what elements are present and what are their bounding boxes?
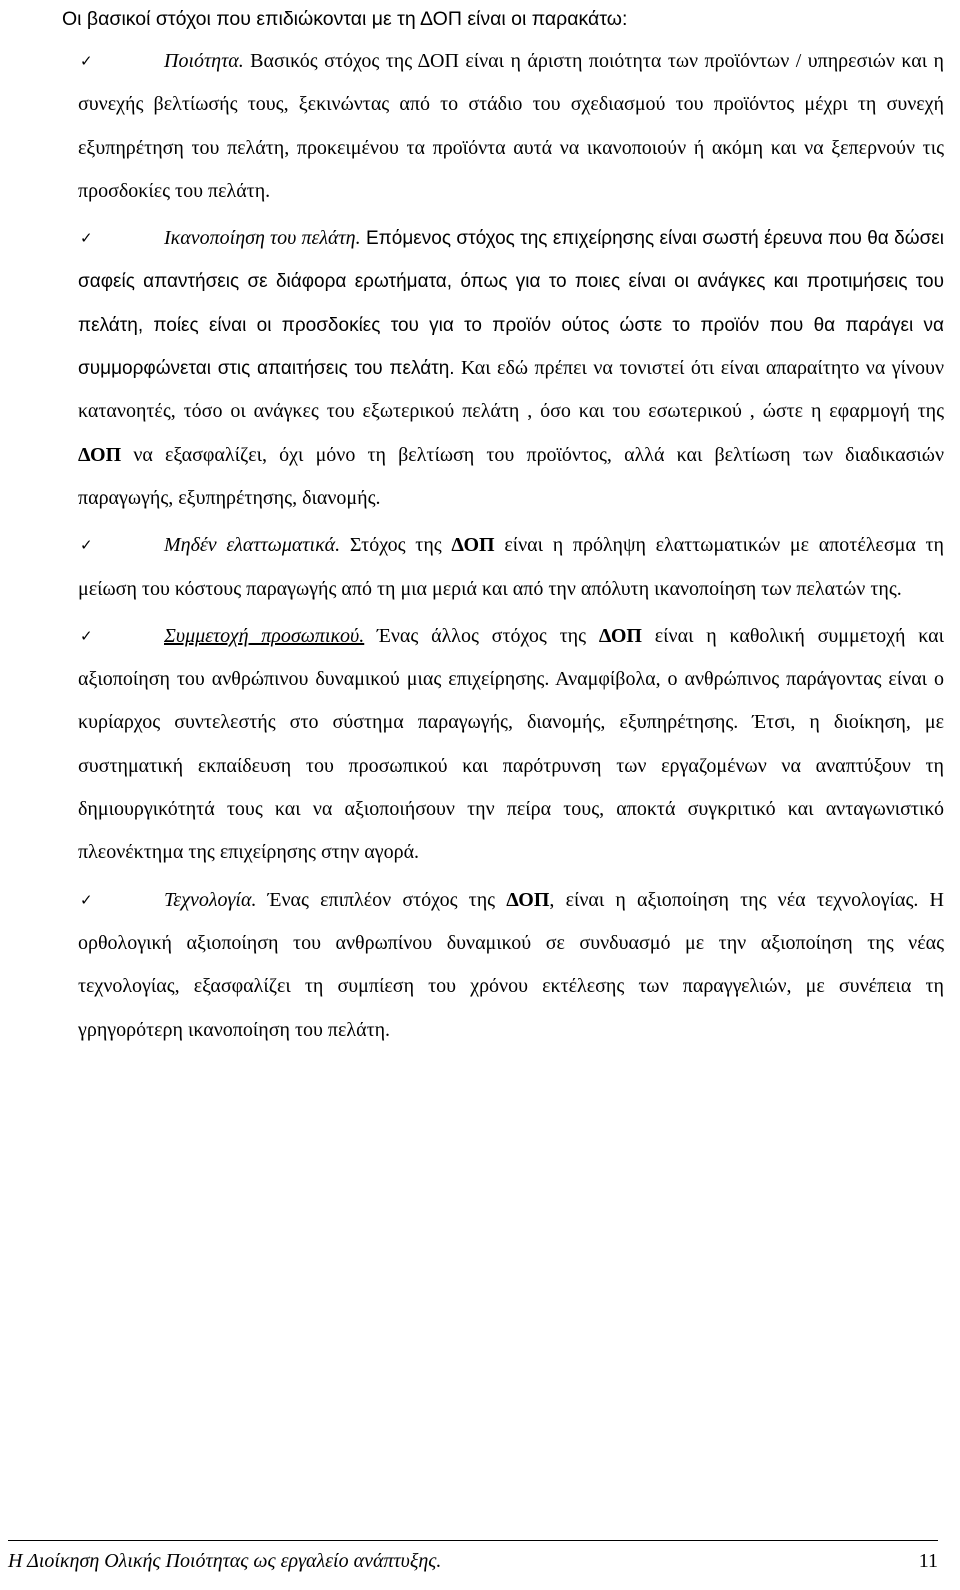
- goal-text: Και εδώ πρέπει να τονιστεί ότι είναι απαραίτητο να γίνουν κατανοητές, τόσο οι ανάγκες του εξωτερικού πελάτη , όσο και του εσωτερικού , ώστε η εφαρμογή της: [78, 357, 944, 423]
- goal-term: Τεχνολογία.: [164, 888, 257, 911]
- goal-term: Ικανοποίηση του πελάτη.: [164, 227, 361, 250]
- goal-term: Ποιότητα.: [164, 50, 244, 72]
- goals-list: [78, 40, 944, 1056]
- goal-text: Ένας άλλος στόχος της: [364, 624, 599, 647]
- goal-customer-satisfaction: [78, 217, 944, 520]
- goal-technology: [78, 879, 944, 1052]
- check-icon: ✓: [80, 890, 93, 909]
- dop-acronym: ΔΟΠ: [451, 534, 495, 557]
- intro-line: Οι βασικοί στόχοι που επιδιώκονται με τη ΔΟΠ είναι οι παρακάτω:: [62, 8, 628, 30]
- goal-text: Στόχος της: [340, 534, 452, 557]
- dop-acronym: ΔΟΠ: [598, 624, 642, 647]
- footer-title: Η Διοίκηση Ολικής Ποιότητας ως εργαλείο ανάπτυξης.: [8, 1550, 442, 1572]
- check-icon: ✓: [80, 229, 93, 248]
- page-number: 11: [918, 1550, 938, 1572]
- goal-text: είναι η πρόληψη ελαττωματικών με αποτέλεσμα τη μείωση του κόστους παραγωγής από τη μια μεριά και από την απόλυτη ικανοποίηση των πελατών της.: [78, 534, 945, 600]
- check-icon: ✓: [80, 536, 93, 555]
- goal-text: να εξασφαλίζει, όχι μόνο τη βελτίωση του προϊόντος, αλλά και βελτίωση των διαδικασιών παραγωγής, εξυπηρέτησης, διανομής.: [78, 443, 944, 509]
- dop-acronym: ΔΟΠ: [506, 888, 550, 911]
- check-icon: ✓: [80, 52, 93, 70]
- goal-quality: [78, 40, 944, 213]
- goal-term: Συμμετοχή προσωπικού.: [164, 624, 365, 647]
- dop-acronym: ΔΟΠ: [78, 443, 122, 466]
- goal-text: Βασικός στόχος της ΔΟΠ είναι η άριστη ποιότητα των προϊόντων / υπηρεσιών και η συνεχής βελτίωσής τους, ξεκινώντας από το στάδιο του σχεδιασμού του προϊόντος μέχρι τη συνεχή εξυπηρέτηση του πελάτη, προκειμένου τα προϊόντα αυτά να ικανοποιούν ή ακόμη και να ξεπερνούν τις προσδοκίες του πελάτη.: [78, 50, 944, 202]
- goal-text: Ένας επιπλέον στόχος της: [256, 888, 507, 911]
- goal-term: Μηδέν ελαττωματικά.: [164, 534, 341, 557]
- goal-text: Επόμενος στόχος της επιχείρησης είναι σωστή έρευνα που θα δώσει σαφείς απαντήσεις σε διάφορα ερωτήματα, όπως για το ποιες είναι οι ανάγκες και προτιμήσεις του πελάτη, ποίες είναι οι προσδοκίες του για το προϊόν ούτος ώστε το προϊόν που θα παράγει να συμμορφώνεται στις απαιτήσεις του πελάτη.: [78, 228, 944, 380]
- goal-text: είναι η καθολική συμμετοχή και αξιοποίηση του ανθρώπινου δυναμικού μιας επιχείρησης. Αναμφίβολα, ο ανθρώπινος παράγοντας είναι ο κυρίαρχος συντελεστής στο σύστημα παραγωγής, διανομής, εξυπηρέτησης. Έτσι, η διοίκηση, με συστηματική εκπαίδευση του προσωπικού και παρότρυνση των εργαζομένων να αναπτύξουν τη δημιουργικότητά τους και να αξιοποιήσουν την πείρα τους, αποκτά συγκριτικό και ανταγωνιστικό πλεονέκτημα της επιχείρησης στην αγορά.: [78, 624, 944, 864]
- check-icon: ✓: [80, 626, 93, 645]
- goal-staff-participation: [78, 615, 944, 875]
- goal-text: , είναι η αξιοποίηση της νέα τεχνολογίας. Η ορθολογική αξιοποίηση του ανθρωπίνου δυναμικού σε συνδυασμό με την αξιοποίηση της νέας τεχνολογίας, εξασφαλίζει τη συμπίεση του χρόνου εκτέλεσης των παραγγελιών, με συνέπεια τη γρηγορότερη ικανοποίηση του πελάτη.: [78, 888, 944, 1041]
- goal-zero-defects: [78, 524, 944, 611]
- page-footer: [8, 1540, 938, 1575]
